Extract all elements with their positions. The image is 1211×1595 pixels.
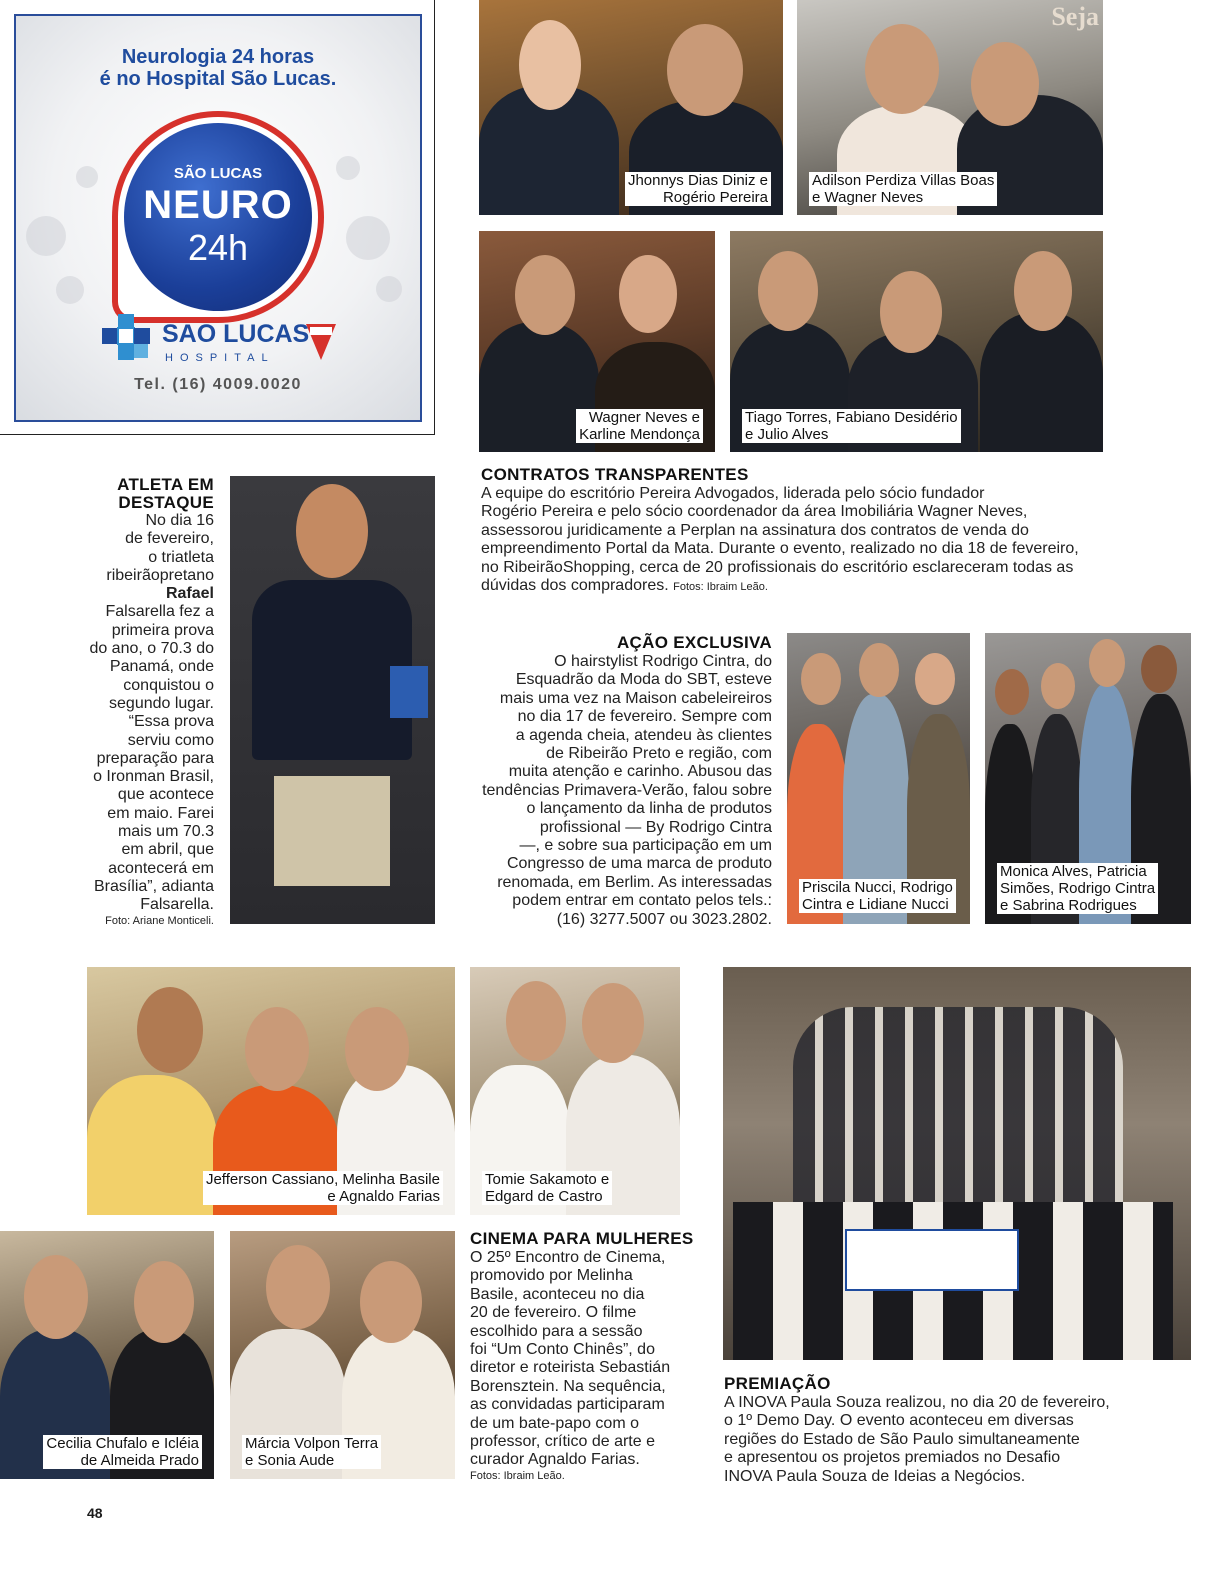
ona-seal-icon [306, 324, 336, 360]
photo-caption: Wagner Neves e Karline Mendonça [576, 409, 703, 443]
section-title: ATLETA EM DESTAQUE [117, 475, 214, 512]
hospital-advertisement[interactable] [0, 0, 435, 435]
page-number: 48 [87, 1505, 103, 1521]
ad-headline-1: Neurologia 24 horas [121, 46, 315, 68]
photo-alves-simoes-cintra-rodrigues [985, 633, 1191, 924]
section-title: AÇÃO EXCLUSIVA [616, 633, 772, 652]
premiacao-section [724, 1374, 1194, 1486]
photo-caption: Cecilia Chufalo e Icléia de Almeida Prado [43, 1435, 202, 1469]
badge-sub-text: 24h [187, 227, 249, 268]
section-body: No dia 16 de fevereiro, o triatleta ribeirãopretano Rafael Falsarella fez a primeira prova do ano, o 70.3 do Panamá, onde conquistou o segundo lugar. “Essa prova serviu como preparação para o Ironman Brasil, que acontece em maio. Farei mais um 70.3 em abril, que acontecerá em Brasília”, adianta Falsarella. [89, 512, 214, 914]
photo-credit: Foto: Ariane Monticeli. [105, 914, 214, 927]
photo-cassiano-basile-farias [87, 967, 455, 1215]
photo-caption: Adilson Perdiza Villas Boas e Wagner Neves [809, 172, 997, 206]
badge-main-text: NEURO [143, 183, 293, 227]
photo-diniz-pereira [479, 0, 783, 215]
section-body: A INOVA Paula Souza realizou, no dia 20 de fevereiro, o 1º Demo Day. O evento aconteceu em diversas regiões do Estado de São Paulo simultaneamente e apresentou os projetos premiados no Desafio INOVA Paula Souza de Ideias a Negócios. [724, 1394, 1110, 1485]
brand-name: SAO LUCAS [162, 320, 310, 348]
neuro-badge [112, 111, 324, 323]
cinema-section [470, 1229, 700, 1482]
photo-caption: Priscila Nucci, Rodrigo Cintra e Lidiane Nucci [799, 879, 956, 913]
photo-chufalo-prado [0, 1231, 214, 1479]
check-board [845, 1229, 1019, 1291]
photo-villas-boas-neves [797, 0, 1103, 215]
photo-premiacao-group [723, 967, 1191, 1360]
contratos-section [481, 465, 1121, 596]
section-body: A equipe do escritório Pereira Advogados, liderada pelo sócio fundador Rogério Pereira e pelo sócio coordenador da área Imobiliária Wagner Neves, assessorou juridicamente a Perplan na assinatura dos contratos de venda do empreendimento Portal da Mata. Durante o evento, realizado no dia 18 de fevereiro, no RibeirãoShopping, cerca de 20 profissionais do escritório esclareceram todas as dúvidas dos compradores. Fotos: Ibraim Leão. [481, 485, 1079, 595]
photo-volpon-terra-aude [230, 1231, 455, 1479]
ad-phone: Tel. (16) 4009.0020 [134, 376, 302, 393]
section-title: CINEMA PARA MULHERES [470, 1229, 694, 1248]
photo-torres-desiderio-alves [730, 231, 1103, 452]
section-body: O hairstylist Rodrigo Cintra, do Esquadrão da Moda do SBT, esteve mais uma vez na Maison cabeleireiros no dia 17 de fevereiro. Sempre com a agenda cheia, atendeu às clientes de Ribeirão Preto e região, com muita atenção e carinho. Abusou das tendências Primavera-Verão, falou sobre o lançamento da linha de produtos profissional — By Rodrigo Cintra —, e sobre sua participação em um Congresso de uma marca de produto renomada, em Berlim. As interessadas podem entrar em contato pelos tels.: (16) 3277.5007 ou 3023.2802. [482, 653, 772, 928]
photo-credit: Fotos: Ibraim Leão. [673, 581, 768, 594]
section-body: O 25º Encontro de Cinema, promovido por Melinha Basile, aconteceu no dia 20 de fevereiro. O filme escolhido para a sessão foi “Um Conto Chinês”, do diretor e roteirista Sebastián Borensztein. Na sequência, as convidadas participaram de um bate-papo com o professor, crítico de arte e curador Agnaldo Farias. [470, 1249, 671, 1469]
section-title: PREMIAÇÃO [724, 1374, 831, 1393]
photo-neves-mendonca [479, 231, 715, 452]
atleta-section [60, 476, 214, 927]
background-sign-text: Seja [1051, 2, 1099, 31]
photo-rafael-falsarella [230, 476, 435, 924]
ad-panel [14, 14, 422, 422]
photo-caption: Tomie Sakamoto e Edgard de Castro [482, 1171, 612, 1205]
photo-nucci-cintra [787, 633, 970, 924]
section-title: CONTRATOS TRANSPARENTES [481, 465, 749, 484]
photo-caption: Tiago Torres, Fabiano Desidério e Julio Alves [742, 409, 961, 443]
badge-top-text: SÃO LUCAS [173, 165, 263, 182]
photo-caption: Jefferson Cassiano, Melinha Basile e Agnaldo Farias [203, 1171, 443, 1205]
photo-sakamoto-castro [470, 967, 680, 1215]
photo-caption: Márcia Volpon Terra e Sonia Aude [242, 1435, 381, 1469]
ad-headline-2: é no Hospital São Lucas. [99, 68, 337, 90]
photo-caption: Monica Alves, Patricia Simões, Rodrigo Cintra e Sabrina Rodrigues [997, 863, 1158, 914]
photo-credit: Fotos: Ibraim Leão. [470, 1469, 565, 1482]
acao-section [470, 633, 772, 929]
brand-subtitle: HOSPITAL [165, 352, 275, 364]
photo-caption: Jhonnys Dias Diniz e Rogério Pereira [625, 172, 771, 206]
hospital-logo-icon [102, 314, 156, 366]
